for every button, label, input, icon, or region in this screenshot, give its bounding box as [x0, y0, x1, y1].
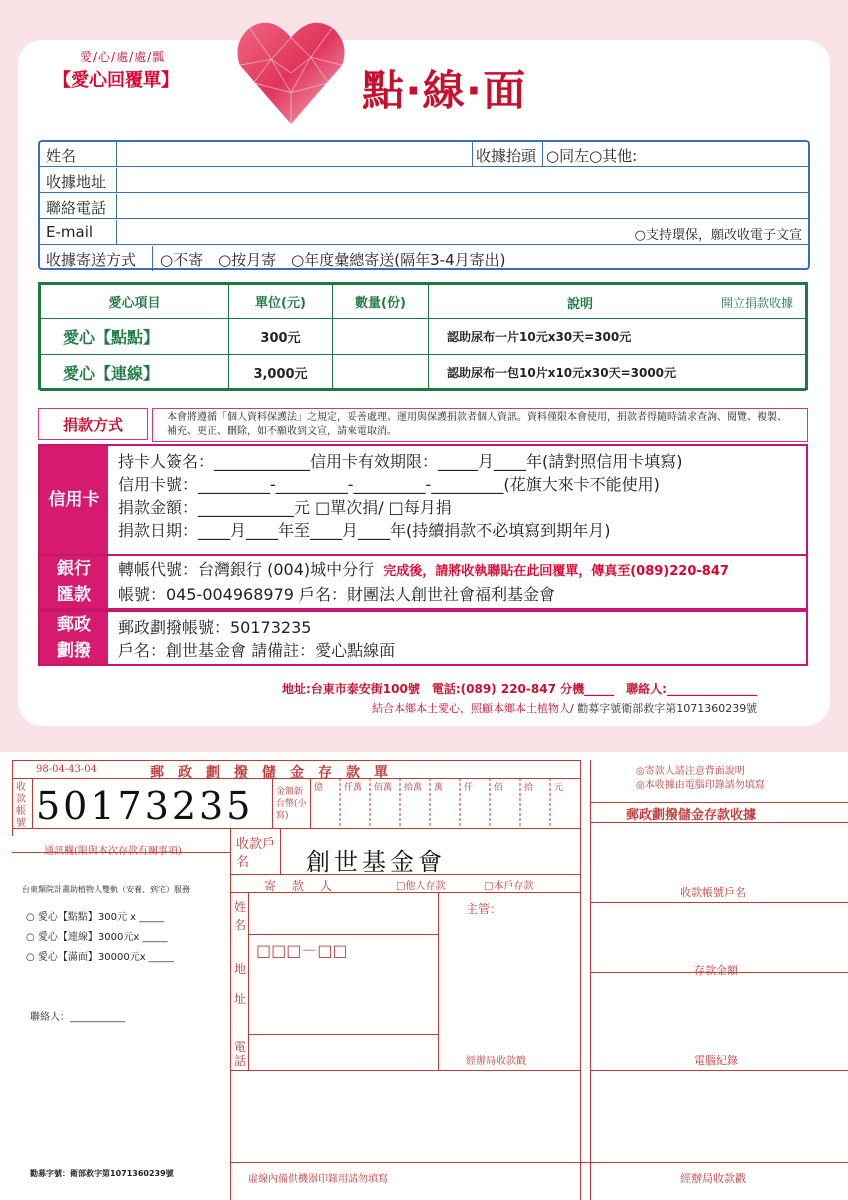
item-row [41, 319, 806, 355]
col-receipt: 開立捐款收據 [720, 296, 793, 310]
receipt-title-label: 收據抬頭 [476, 147, 537, 165]
deposit-amount-label: 存款金額 [694, 964, 738, 977]
name-label: 姓名 [46, 147, 77, 165]
col-qty: 數量(份) [333, 285, 429, 319]
credit-card-section [38, 444, 808, 556]
comm-label: 通訊欄(限與本次存款有關事項) [44, 846, 182, 857]
postal-deposit-slip [0, 752, 848, 1200]
item-qty-field[interactable] [333, 319, 429, 355]
bank-code: 轉帳代號：台灣銀行 (004)城中分行 [118, 560, 375, 579]
heart-logo-icon [232, 14, 350, 132]
slip-contact[interactable]: 聯絡人：___________ [30, 1012, 125, 1023]
amount-units: 億 仟萬 佰萬 拾萬 萬 仟 佰 拾 元 [314, 783, 564, 793]
sender-label: 寄 款 人 [264, 879, 335, 893]
machine-note: 虛線內備供機器印錄用請勿填寫 [248, 1174, 388, 1185]
item-name: 愛心【連線】 [41, 355, 229, 391]
email-field[interactable] [120, 222, 600, 242]
donation-items-table [38, 282, 808, 390]
phone-row [40, 194, 808, 219]
item-row [41, 355, 806, 391]
address-label: 收據地址 [46, 173, 107, 191]
sender-address-label: 地址 [234, 962, 247, 1006]
name-field[interactable] [120, 144, 470, 164]
sender-other[interactable]: □他人存款 [396, 881, 446, 892]
send-method-row [40, 246, 808, 271]
item-name: 愛心【點點】 [41, 319, 229, 355]
donor-info-table [38, 140, 810, 270]
credit-card-label: 信用卡 [40, 446, 108, 554]
amount-label: 金額新台幣(小寫) [276, 787, 307, 821]
col-item: 愛心項目 [41, 285, 229, 319]
address-field[interactable] [120, 170, 800, 190]
email-row [40, 220, 808, 245]
slogan: 結合本鄉本土愛心，照顧本鄉本土植物人/ 勸募字號衛部救字第1071360239號 [372, 702, 758, 715]
brand-subtitle: 愛/心/處/處/瓢 [80, 50, 166, 64]
form-title: 【愛心回覆單】 [53, 70, 179, 91]
card-amount-line[interactable]: 捐款金額：____________元 □單次捐/ □每月捐 [118, 498, 452, 517]
bank-transfer-section [38, 556, 808, 610]
col-unit: 單位(元) [229, 285, 333, 319]
credit-card-fields[interactable] [118, 450, 683, 542]
slip-permit: 勸募字號：衛部救字第1071360239號 [30, 1169, 174, 1178]
card-number-line[interactable]: 信用卡號：_________-_________-_________-_________(花旗大來卡不能使用) [118, 475, 660, 494]
col-desc: 說明 [567, 297, 594, 312]
item-desc: 認助尿布一包10片x10元x30天=3000元 [429, 355, 806, 391]
computer-record-label: 電腦紀錄 [694, 1054, 738, 1067]
account-number: 50173235 [36, 784, 254, 828]
email-label: E-mail [46, 223, 94, 241]
postal-transfer-info [118, 616, 395, 662]
bank-transfer-info [118, 558, 808, 606]
notice-computer: ◎本收據由電腦印錄請勿填寫 [636, 780, 765, 791]
send-method-label: 收據寄送方式 [46, 251, 137, 269]
payment-section [38, 408, 808, 666]
eco-option[interactable]: ○支持環保，願改收電子文宣 [634, 228, 802, 243]
postal-payee: 戶名：創世基金會 請備註：愛心點線面 [118, 641, 396, 660]
name-row [40, 142, 808, 167]
sender-name-label: 姓名 [234, 900, 247, 932]
postal-transfer-section [38, 610, 808, 666]
bank-account: 帳號：045-004968979 戶名：財團法人創世社會福利基金會 [118, 585, 556, 604]
item-unit: 3,000元 [229, 355, 333, 391]
phone-label: 聯絡電話 [46, 199, 107, 217]
bank-note: 完成後，請將收執聯貼在此回覆單，傳真至(089)220-847 [383, 564, 729, 579]
item-unit: 300元 [229, 319, 333, 355]
receipt-stamp-label: 經辦局收款戳 [680, 1172, 746, 1185]
campaign-title: 點‧線‧面 [362, 66, 528, 115]
privacy-note: 本會將遵循「個人資料保護法」之規定，妥善處理、運用與保護捐款者個人資訊。資料僅限本會使用，捐款者得隨時請求查詢、閱覽、複製、補充、更正、刪除，如不願收到文宣，請來電取消。 [152, 408, 808, 442]
send-method-options[interactable]: ○不寄 ○按月寄 ○年度彙總寄送(隔年3-4月寄出) [160, 251, 506, 269]
bank-transfer-label: 銀行 匯款 [40, 556, 108, 608]
card-date-line[interactable]: 捐款日期：____月____年至____月____年(持續捐款不必填寫到期年月) [118, 521, 611, 540]
account-label: 收款帳號 [16, 782, 26, 829]
postal-stamp-label: 經辦局收款戳 [466, 1056, 526, 1067]
postal-transfer-label: 郵政 劃撥 [40, 612, 108, 664]
slip-title: 郵 政 劃 撥 儲 金 存 款 單 [150, 765, 388, 781]
items-header-row [41, 285, 806, 319]
option-dots[interactable]: ○ 愛心【點點】300元 x _____ [26, 912, 165, 923]
phone-field[interactable] [120, 196, 800, 216]
postal-account: 郵政劃撥帳號：50173235 [118, 618, 312, 637]
comm-subtitle: 台東類院計畫助植物人雙軌（安養、到宅）服務 [22, 885, 190, 894]
card-holder-line[interactable]: 持卡人簽名：____________信用卡有效期限：_____月____年(請對照信用卡填寫) [118, 452, 683, 471]
sender-self[interactable]: □本戶存款 [484, 881, 534, 892]
option-full[interactable]: ○ 愛心【滿面】30000元x _____ [26, 952, 174, 963]
payment-title: 捐款方式 [38, 408, 148, 440]
address-row [40, 168, 808, 193]
receipt-title: 郵政劃撥儲金存款收據 [626, 808, 757, 823]
contact-address: 地址:台東市泰安街100號 電話:(089) 220-847 分機_____ 聯絡人:_______________ [282, 682, 757, 696]
payee-label: 收款戶名 [236, 837, 276, 870]
item-desc: 認助尿布一片10元x30天=300元 [429, 319, 806, 355]
postal-code-boxes[interactable]: □□□－□□ [256, 941, 348, 960]
item-qty-field[interactable] [333, 355, 429, 391]
payee-account-label: 收款帳號戶名 [680, 886, 746, 899]
payee-name: 創世基金會 [306, 848, 446, 876]
option-line[interactable]: ○ 愛心【連線】3000元x _____ [26, 932, 168, 943]
sender-phone-label: 電話 [234, 1040, 247, 1068]
form-number: 98-04-43-04 [36, 764, 98, 775]
permit-number: / 勸募字號衛部救字第1071360239號 [570, 702, 758, 715]
receipt-title-options[interactable]: ○同左○其他: [546, 147, 638, 165]
manager-label: 主管： [466, 902, 503, 916]
notice-back: ◎寄款人請注意背面說明 [636, 766, 745, 777]
